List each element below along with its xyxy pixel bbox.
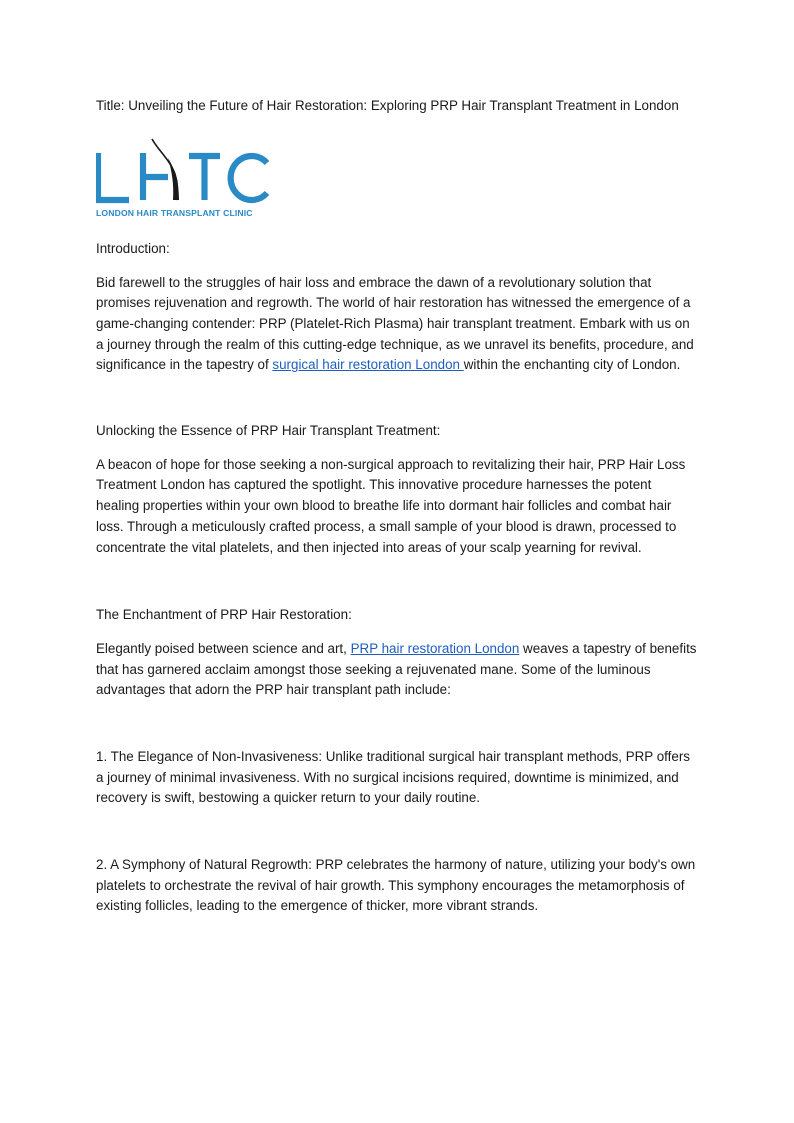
- document-title: Title: Unveiling the Future of Hair Restoration: Exploring PRP Hair Transplant Treatment in London: [96, 98, 679, 113]
- intro-text-before-link: Bid farewell to the struggles of hair loss and embrace the dawn of a revolutionary solution that promises rejuvenation and regrowth. The world of hair restoration has witnessed the emergence of a game-changing contender: PRP (Platelet-Rich Plasma) hair transplant treatment. Embark with us on a journey through the realm of this cutting-edge technique, as we unravel its benefits, procedure, and significance in the tapestry of: [96, 274, 694, 373]
- essence-paragraph: A beacon of hope for those seeking a non-surgical approach to revitalizing their hair, PRP Hair Loss Treatment London has captured the spotlight. This innovative procedure harnesses the potent healing properties within your own blood to breathe life into dormant hair follicles and combat hair loss. Through a meticulously crafted process, a small sample of your blood is drawn, processed to concentrate the vital platelets, and then injected into areas of your scalp yearning for revival.: [96, 456, 686, 555]
- logo-subtitle: LONDON HAIR TRANSPLANT CLINIC: [96, 208, 253, 218]
- intro-paragraph: [96, 273, 698, 377]
- surgical-hair-restoration-link[interactable]: surgical hair restoration London: [272, 357, 464, 373]
- lhtc-logo: [96, 138, 272, 222]
- benefit-item-non-invasiveness: 1. The Elegance of Non-Invasiveness: Unlike traditional surgical hair transplant methods, PRP offers a journey of minimal invasiveness. With no surgical incisions required, downtime is minimized, and recovery is swift, bestowing a quicker return to your daily routine.: [96, 748, 690, 806]
- enchantment-text-after-link: weaves a tapestry of benefits that has garnered acclaim amongst those seeking a rejuvenated mane. Some of the luminous advantages that adorn the PRP hair transplant path include:: [96, 640, 697, 698]
- essence-heading: Unlocking the Essence of PRP Hair Transplant Treatment:: [96, 423, 441, 439]
- intro-text-after-link: within the enchanting city of London.: [463, 357, 681, 373]
- enchantment-heading: The Enchantment of PRP Hair Restoration:: [96, 607, 352, 623]
- enchantment-paragraph: [96, 639, 698, 701]
- lhtc-logo-mark-icon: [96, 138, 272, 208]
- intro-heading: Introduction:: [96, 241, 170, 256]
- prp-hair-restoration-link[interactable]: PRP hair restoration London: [350, 640, 520, 656]
- enchantment-text-before-link: Elegantly poised between science and art,: [96, 640, 351, 656]
- benefit-item-natural-regrowth: 2. A Symphony of Natural Regrowth: PRP celebrates the harmony of nature, utilizing your body's own platelets to orchestrate the revival of hair growth. This symphony encourages the metamorphosis of existing follicles, leading to the emergence of thicker, more vibrant strands.: [96, 857, 696, 914]
